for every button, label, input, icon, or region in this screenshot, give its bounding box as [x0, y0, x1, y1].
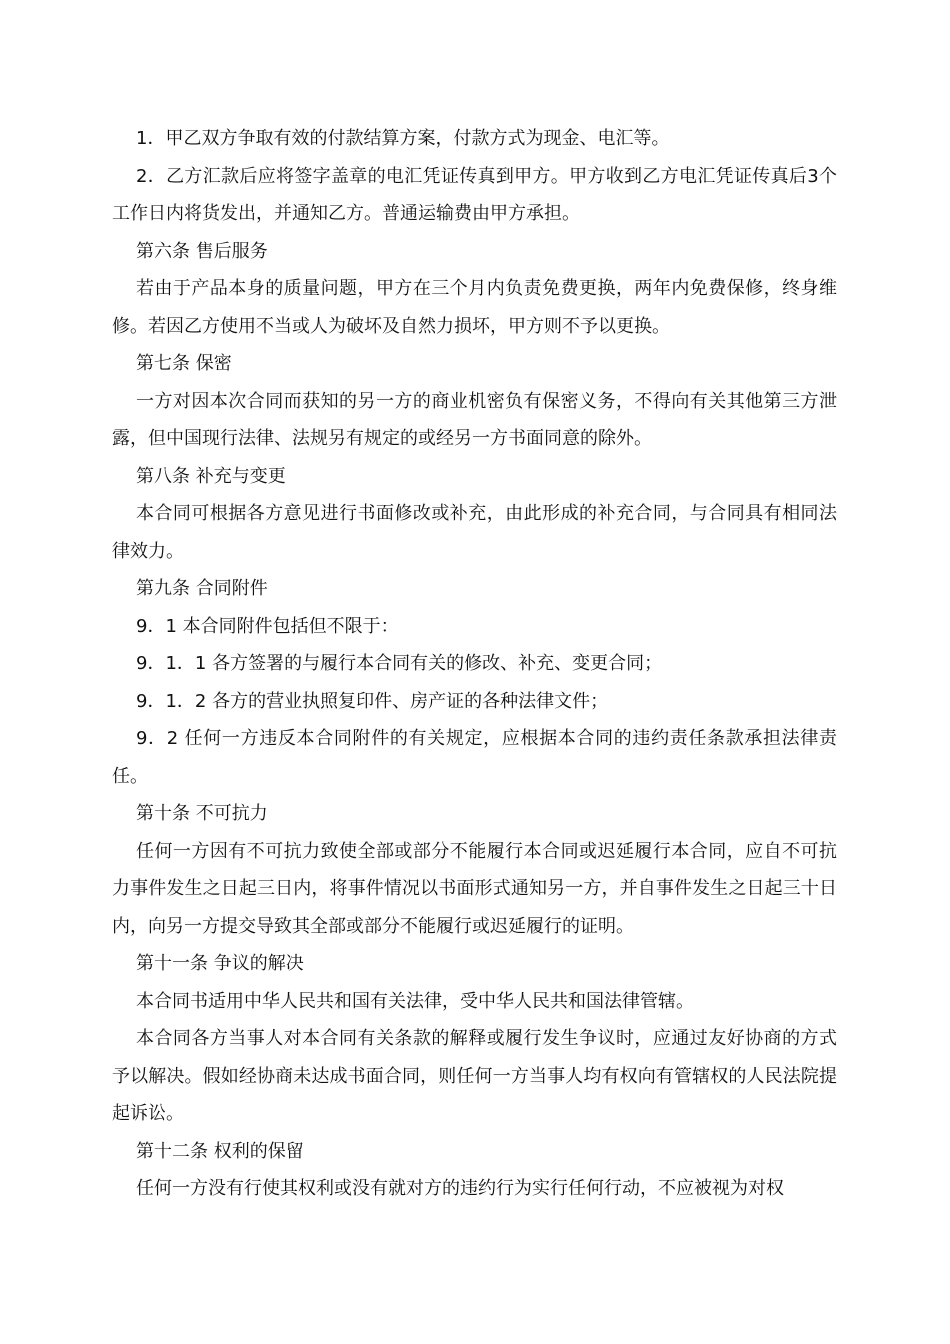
article-6-heading: 第六条 售后服务 — [136, 240, 268, 262]
article-11-heading: 第十一条 争议的解决 — [136, 953, 304, 974]
article-7-heading: 第七条 保密 — [136, 353, 232, 374]
article-9-1: 9．1 本合同附件包括但不限于： — [136, 615, 399, 637]
article-9-2: 9．2 任何一方违反本合同附件的有关规定，应根据本合同的违约责任条款承担法律责任。 — [112, 728, 837, 787]
article-10-heading: 第十条 不可抗力 — [136, 803, 268, 824]
article-9-1-2: 9．1．2 各方的营业执照复印件、房产证的各种法律文件； — [136, 690, 609, 712]
article-7-body: 一方对因本次合同而获知的另一方的商业机密负有保密义务，不得向有关其他第三方泄露，但中国现行法律、法规另有规定的或经另一方书面同意的除外。 — [112, 390, 837, 449]
article-6-body: 若由于产品本身的质量问题，甲方在三个月内负责免费更换，两年内免费保修，终身维修。若因乙方使用不当或人为破坏及自然力损坏，甲方则不予以更换。 — [112, 278, 837, 337]
document-body — [112, 120, 837, 1208]
article-10-body: 任何一方因有不可抗力致使全部或部分不能履行本合同或迟延履行本合同，应自不可抗力事件发生之日起三日内，将事件情况以书面形式通知另一方，并自事件发生之日起三十日内，向另一方提交导致其全部或部分不能履行或迟延履行的证明。 — [112, 840, 837, 937]
payment-clause-1: 1．甲乙双方争取有效的付款结算方案，付款方式为现金、电汇等。 — [136, 128, 670, 149]
article-11-body-1: 本合同书适用中华人民共和国有关法律，受中华人民共和国法律管辖。 — [136, 990, 694, 1012]
article-9-1-1: 9．1．1 各方签署的与履行本合同有关的修改、补充、变更合同； — [136, 653, 663, 674]
article-9-heading: 第九条 合同附件 — [136, 578, 268, 599]
payment-clause-2: 2．乙方汇款后应将签字盖章的电汇凭证传真到甲方。甲方收到乙方电汇凭证传真后3个工作日内将货发出，并通知乙方。普通运输费由甲方承担。 — [112, 165, 837, 224]
article-12-body: 任何一方没有行使其权利或没有就对方的违约行为实行任何行动，不应被视为对权 — [136, 1178, 784, 1199]
article-8-body: 本合同可根据各方意见进行书面修改或补充，由此形成的补充合同，与合同具有相同法律效力。 — [112, 503, 837, 562]
article-11-body-2: 本合同各方当事人对本合同有关条款的解释或履行发生争议时，应通过友好协商的方式予以解决。假如经协商未达成书面合同，则任何一方当事人均有权向有管辖权的人民法院提起诉讼。 — [112, 1028, 837, 1124]
article-8-heading: 第八条 补充与变更 — [136, 465, 286, 487]
article-12-heading: 第十二条 权利的保留 — [136, 1140, 304, 1162]
